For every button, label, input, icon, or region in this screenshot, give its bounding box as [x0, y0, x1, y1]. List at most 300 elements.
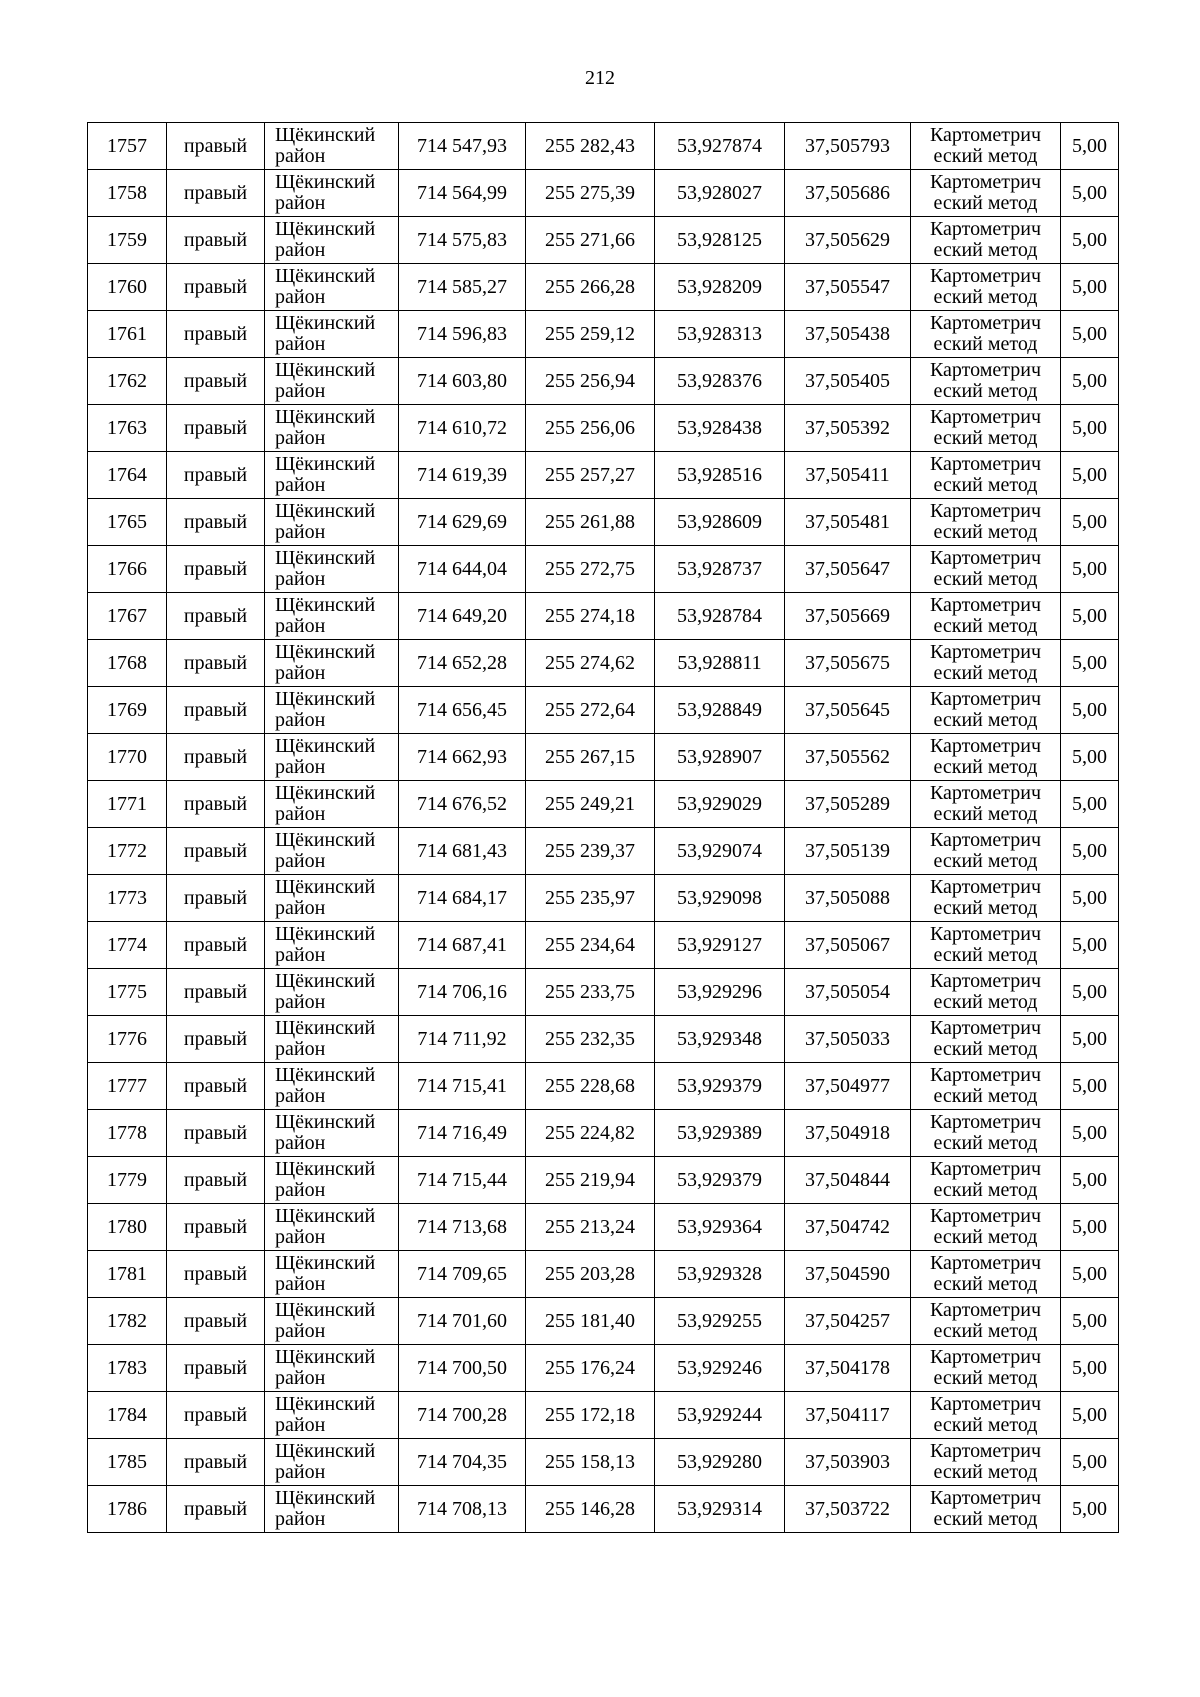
longitude-cell: 37,504742 [785, 1204, 911, 1251]
method-text-line: еский метод [933, 1414, 1038, 1436]
method-text-line: еский метод [933, 944, 1038, 966]
y-coordinate-cell: 255 181,40 [526, 1298, 655, 1345]
point-number-cell: 1764 [88, 452, 167, 499]
district-text-line: район [275, 380, 326, 402]
bank-side-cell: правый [167, 1016, 265, 1063]
method-text-line: еский метод [933, 474, 1038, 496]
x-coordinate-cell: 714 652,28 [399, 640, 526, 687]
method-text-line: Картометрич [929, 688, 1042, 710]
longitude-cell: 37,505139 [785, 828, 911, 875]
point-number-cell: 1771 [88, 781, 167, 828]
district-text-line: Щёкинский [275, 1487, 376, 1509]
page-number: 212 [585, 67, 615, 89]
longitude-cell: 37,505481 [785, 499, 911, 546]
district-text-line: район [275, 1320, 326, 1342]
x-coordinate-cell: 714 715,41 [399, 1063, 526, 1110]
accuracy-cell: 5,00 [1061, 1392, 1119, 1439]
method-cell [911, 640, 1061, 687]
district-text-line: район [275, 474, 326, 496]
table-row [88, 1063, 1119, 1110]
accuracy-cell: 5,00 [1061, 734, 1119, 781]
method-text-line: еский метод [933, 1132, 1038, 1154]
method-text-line: еский метод [933, 333, 1038, 355]
method-cell [911, 781, 1061, 828]
accuracy-cell: 5,00 [1061, 875, 1119, 922]
bank-side-cell: правый [167, 1204, 265, 1251]
method-cell [911, 1298, 1061, 1345]
y-coordinate-cell: 255 146,28 [526, 1486, 655, 1533]
latitude-cell: 53,929364 [655, 1204, 785, 1251]
accuracy-cell: 5,00 [1061, 264, 1119, 311]
point-number-cell: 1776 [88, 1016, 167, 1063]
method-text-line: еский метод [933, 662, 1038, 684]
table-row [88, 593, 1119, 640]
bank-side-cell: правый [167, 1486, 265, 1533]
bank-side-cell: правый [167, 311, 265, 358]
district-text-line: Щёкинский [275, 1111, 376, 1133]
x-coordinate-cell: 714 704,35 [399, 1439, 526, 1486]
table-row [88, 1157, 1119, 1204]
point-number-cell: 1759 [88, 217, 167, 264]
longitude-cell: 37,505033 [785, 1016, 911, 1063]
district-text-line: Щёкинский [275, 1158, 376, 1180]
method-cell [911, 1063, 1061, 1110]
district-text-line: Щёкинский [275, 547, 376, 569]
district-text-line: район [275, 709, 326, 731]
method-cell [911, 358, 1061, 405]
longitude-cell: 37,504844 [785, 1157, 911, 1204]
method-text-line: еский метод [933, 568, 1038, 590]
bank-side-cell: правый [167, 1063, 265, 1110]
district-text-line: Щёкинский [275, 1064, 376, 1086]
longitude-cell: 37,504918 [785, 1110, 911, 1157]
y-coordinate-cell: 255 249,21 [526, 781, 655, 828]
x-coordinate-cell: 714 676,52 [399, 781, 526, 828]
method-text-line: еский метод [933, 615, 1038, 637]
y-coordinate-cell: 255 224,82 [526, 1110, 655, 1157]
x-coordinate-cell: 714 708,13 [399, 1486, 526, 1533]
y-coordinate-cell: 255 257,27 [526, 452, 655, 499]
y-coordinate-cell: 255 176,24 [526, 1345, 655, 1392]
y-coordinate-cell: 255 282,43 [526, 123, 655, 170]
x-coordinate-cell: 714 649,20 [399, 593, 526, 640]
longitude-cell: 37,504977 [785, 1063, 911, 1110]
point-number-cell: 1763 [88, 405, 167, 452]
district-cell [265, 828, 399, 875]
accuracy-cell: 5,00 [1061, 123, 1119, 170]
district-cell [265, 1486, 399, 1533]
x-coordinate-cell: 714 713,68 [399, 1204, 526, 1251]
table-row [88, 1486, 1119, 1533]
district-text-line: район [275, 521, 326, 543]
method-text-line: еский метод [933, 1226, 1038, 1248]
method-text-line: Картометрич [929, 406, 1042, 428]
point-number-cell: 1757 [88, 123, 167, 170]
district-text-line: район [275, 427, 326, 449]
y-coordinate-cell: 255 274,62 [526, 640, 655, 687]
district-cell [265, 1392, 399, 1439]
district-text-line: Щёкинский [275, 641, 376, 663]
point-number-cell: 1766 [88, 546, 167, 593]
method-text-line: Картометрич [929, 500, 1042, 522]
longitude-cell: 37,505438 [785, 311, 911, 358]
method-text-line: еский метод [933, 756, 1038, 778]
method-text-line: Картометрич [929, 735, 1042, 757]
x-coordinate-cell: 714 681,43 [399, 828, 526, 875]
y-coordinate-cell: 255 213,24 [526, 1204, 655, 1251]
district-text-line: район [275, 1367, 326, 1389]
district-text-line: Щёкинский [275, 876, 376, 898]
y-coordinate-cell: 255 233,75 [526, 969, 655, 1016]
table-row [88, 1345, 1119, 1392]
accuracy-cell: 5,00 [1061, 969, 1119, 1016]
method-text-line: Картометрич [929, 124, 1042, 146]
method-text-line: еский метод [933, 1320, 1038, 1342]
district-cell [265, 593, 399, 640]
method-text-line: Картометрич [929, 1346, 1042, 1368]
x-coordinate-cell: 714 547,93 [399, 123, 526, 170]
y-coordinate-cell: 255 261,88 [526, 499, 655, 546]
method-cell [911, 264, 1061, 311]
district-text-line: Щёкинский [275, 1205, 376, 1227]
latitude-cell: 53,929348 [655, 1016, 785, 1063]
table-row [88, 687, 1119, 734]
district-text-line: район [275, 850, 326, 872]
table-row [88, 1110, 1119, 1157]
method-cell [911, 828, 1061, 875]
district-cell [265, 311, 399, 358]
method-text-line: Картометрич [929, 594, 1042, 616]
latitude-cell: 53,927874 [655, 123, 785, 170]
district-text-line: район [275, 615, 326, 637]
accuracy-cell: 5,00 [1061, 1251, 1119, 1298]
longitude-cell: 37,504257 [785, 1298, 911, 1345]
method-cell [911, 1157, 1061, 1204]
x-coordinate-cell: 714 603,80 [399, 358, 526, 405]
district-cell [265, 452, 399, 499]
district-text-line: Щёкинский [275, 1393, 376, 1415]
district-cell [265, 781, 399, 828]
district-cell [265, 640, 399, 687]
method-cell [911, 1392, 1061, 1439]
y-coordinate-cell: 255 266,28 [526, 264, 655, 311]
district-text-line: Щёкинский [275, 735, 376, 757]
method-text-line: еский метод [933, 850, 1038, 872]
y-coordinate-cell: 255 256,94 [526, 358, 655, 405]
accuracy-cell: 5,00 [1061, 1486, 1119, 1533]
method-cell [911, 593, 1061, 640]
table-row [88, 1251, 1119, 1298]
district-text-line: Щёкинский [275, 312, 376, 334]
latitude-cell: 53,928376 [655, 358, 785, 405]
district-text-line: Щёкинский [275, 829, 376, 851]
y-coordinate-cell: 255 158,13 [526, 1439, 655, 1486]
method-cell [911, 499, 1061, 546]
district-cell [265, 969, 399, 1016]
accuracy-cell: 5,00 [1061, 593, 1119, 640]
table-row [88, 358, 1119, 405]
district-text-line: район [275, 1508, 326, 1530]
bank-side-cell: правый [167, 1110, 265, 1157]
bank-side-cell: правый [167, 1298, 265, 1345]
y-coordinate-cell: 255 274,18 [526, 593, 655, 640]
bank-side-cell: правый [167, 828, 265, 875]
district-text-line: район [275, 568, 326, 590]
district-text-line: район [275, 192, 326, 214]
method-text-line: еский метод [933, 1038, 1038, 1060]
method-text-line: еский метод [933, 991, 1038, 1013]
district-cell [265, 1063, 399, 1110]
table-row [88, 123, 1119, 170]
district-cell [265, 123, 399, 170]
method-cell [911, 734, 1061, 781]
district-text-line: Щёкинский [275, 782, 376, 804]
accuracy-cell: 5,00 [1061, 828, 1119, 875]
method-cell [911, 1345, 1061, 1392]
y-coordinate-cell: 255 272,75 [526, 546, 655, 593]
method-cell [911, 1110, 1061, 1157]
bank-side-cell: правый [167, 1439, 265, 1486]
point-number-cell: 1772 [88, 828, 167, 875]
y-coordinate-cell: 255 232,35 [526, 1016, 655, 1063]
district-text-line: Щёкинский [275, 453, 376, 475]
method-cell [911, 875, 1061, 922]
district-cell [265, 1345, 399, 1392]
district-text-line: район [275, 1132, 326, 1154]
longitude-cell: 37,505405 [785, 358, 911, 405]
x-coordinate-cell: 714 687,41 [399, 922, 526, 969]
method-text-line: Картометрич [929, 1205, 1042, 1227]
latitude-cell: 53,929029 [655, 781, 785, 828]
point-number-cell: 1760 [88, 264, 167, 311]
district-cell [265, 499, 399, 546]
y-coordinate-cell: 255 256,06 [526, 405, 655, 452]
longitude-cell: 37,505054 [785, 969, 911, 1016]
point-number-cell: 1777 [88, 1063, 167, 1110]
x-coordinate-cell: 714 610,72 [399, 405, 526, 452]
district-text-line: Щёкинский [275, 1299, 376, 1321]
district-cell [265, 1110, 399, 1157]
point-number-cell: 1785 [88, 1439, 167, 1486]
x-coordinate-cell: 714 716,49 [399, 1110, 526, 1157]
method-text-line: Картометрич [929, 1158, 1042, 1180]
y-coordinate-cell: 255 271,66 [526, 217, 655, 264]
x-coordinate-cell: 714 700,28 [399, 1392, 526, 1439]
district-text-line: район [275, 897, 326, 919]
longitude-cell: 37,505793 [785, 123, 911, 170]
table-row [88, 922, 1119, 969]
method-text-line: Картометрич [929, 1252, 1042, 1274]
district-text-line: Щёкинский [275, 218, 376, 240]
method-text-line: Картометрич [929, 171, 1042, 193]
x-coordinate-cell: 714 619,39 [399, 452, 526, 499]
longitude-cell: 37,504590 [785, 1251, 911, 1298]
district-cell [265, 734, 399, 781]
method-text-line: Картометрич [929, 1440, 1042, 1462]
longitude-cell: 37,505669 [785, 593, 911, 640]
bank-side-cell: правый [167, 1345, 265, 1392]
longitude-cell: 37,503903 [785, 1439, 911, 1486]
longitude-cell: 37,505289 [785, 781, 911, 828]
bank-side-cell: правый [167, 922, 265, 969]
district-cell [265, 687, 399, 734]
latitude-cell: 53,929098 [655, 875, 785, 922]
district-cell [265, 1157, 399, 1204]
accuracy-cell: 5,00 [1061, 358, 1119, 405]
district-text-line: Щёкинский [275, 923, 376, 945]
latitude-cell: 53,928811 [655, 640, 785, 687]
district-text-line: район [275, 1461, 326, 1483]
longitude-cell: 37,505562 [785, 734, 911, 781]
district-text-line: район [275, 944, 326, 966]
method-text-line: Картометрич [929, 970, 1042, 992]
method-text-line: Картометрич [929, 876, 1042, 898]
longitude-cell: 37,504178 [785, 1345, 911, 1392]
point-number-cell: 1774 [88, 922, 167, 969]
method-cell [911, 1486, 1061, 1533]
bank-side-cell: правый [167, 734, 265, 781]
x-coordinate-cell: 714 575,83 [399, 217, 526, 264]
district-cell [265, 1016, 399, 1063]
district-cell [265, 264, 399, 311]
point-number-cell: 1784 [88, 1392, 167, 1439]
method-cell [911, 311, 1061, 358]
y-coordinate-cell: 255 259,12 [526, 311, 655, 358]
method-text-line: Картометрич [929, 1064, 1042, 1086]
bank-side-cell: правый [167, 1157, 265, 1204]
district-cell [265, 217, 399, 264]
method-text-line: еский метод [933, 286, 1038, 308]
table-row [88, 875, 1119, 922]
latitude-cell: 53,929389 [655, 1110, 785, 1157]
longitude-cell: 37,505645 [785, 687, 911, 734]
latitude-cell: 53,929328 [655, 1251, 785, 1298]
method-text-line: Картометрич [929, 265, 1042, 287]
table-row [88, 405, 1119, 452]
method-text-line: еский метод [933, 1508, 1038, 1530]
district-text-line: Щёкинский [275, 1440, 376, 1462]
district-cell [265, 875, 399, 922]
method-text-line: еский метод [933, 1179, 1038, 1201]
latitude-cell: 53,929074 [655, 828, 785, 875]
district-text-line: район [275, 145, 326, 167]
longitude-cell: 37,504117 [785, 1392, 911, 1439]
y-coordinate-cell: 255 228,68 [526, 1063, 655, 1110]
method-text-line: Картометрич [929, 547, 1042, 569]
method-text-line: Картометрич [929, 782, 1042, 804]
x-coordinate-cell: 714 684,17 [399, 875, 526, 922]
y-coordinate-cell: 255 234,64 [526, 922, 655, 969]
longitude-cell: 37,505647 [785, 546, 911, 593]
x-coordinate-cell: 714 715,44 [399, 1157, 526, 1204]
method-text-line: Картометрич [929, 359, 1042, 381]
x-coordinate-cell: 714 711,92 [399, 1016, 526, 1063]
district-cell [265, 922, 399, 969]
latitude-cell: 53,929314 [655, 1486, 785, 1533]
district-text-line: Щёкинский [275, 1346, 376, 1368]
district-cell [265, 546, 399, 593]
point-number-cell: 1768 [88, 640, 167, 687]
table-row [88, 828, 1119, 875]
bank-side-cell: правый [167, 640, 265, 687]
point-number-cell: 1779 [88, 1157, 167, 1204]
bank-side-cell: правый [167, 969, 265, 1016]
district-text-line: район [275, 239, 326, 261]
district-text-line: район [275, 1085, 326, 1107]
point-number-cell: 1775 [88, 969, 167, 1016]
latitude-cell: 53,928209 [655, 264, 785, 311]
y-coordinate-cell: 255 239,37 [526, 828, 655, 875]
point-number-cell: 1762 [88, 358, 167, 405]
method-text-line: еский метод [933, 803, 1038, 825]
longitude-cell: 37,505675 [785, 640, 911, 687]
district-cell [265, 358, 399, 405]
latitude-cell: 53,929379 [655, 1063, 785, 1110]
accuracy-cell: 5,00 [1061, 499, 1119, 546]
x-coordinate-cell: 714 585,27 [399, 264, 526, 311]
accuracy-cell: 5,00 [1061, 1157, 1119, 1204]
bank-side-cell: правый [167, 781, 265, 828]
method-text-line: Картометрич [929, 218, 1042, 240]
x-coordinate-cell: 714 701,60 [399, 1298, 526, 1345]
bank-side-cell: правый [167, 405, 265, 452]
method-text-line: Картометрич [929, 829, 1042, 851]
method-text-line: Картометрич [929, 1393, 1042, 1415]
longitude-cell: 37,505686 [785, 170, 911, 217]
longitude-cell: 37,505392 [785, 405, 911, 452]
coordinates-table [87, 122, 1119, 1533]
longitude-cell: 37,505067 [785, 922, 911, 969]
method-cell [911, 687, 1061, 734]
accuracy-cell: 5,00 [1061, 1110, 1119, 1157]
accuracy-cell: 5,00 [1061, 1439, 1119, 1486]
method-cell [911, 1439, 1061, 1486]
district-cell [265, 1298, 399, 1345]
method-cell [911, 452, 1061, 499]
x-coordinate-cell: 714 662,93 [399, 734, 526, 781]
latitude-cell: 53,929379 [655, 1157, 785, 1204]
y-coordinate-cell: 255 172,18 [526, 1392, 655, 1439]
district-cell [265, 405, 399, 452]
y-coordinate-cell: 255 267,15 [526, 734, 655, 781]
latitude-cell: 53,928784 [655, 593, 785, 640]
latitude-cell: 53,929246 [655, 1345, 785, 1392]
method-text-line: еский метод [933, 1085, 1038, 1107]
method-text-line: еский метод [933, 192, 1038, 214]
district-cell [265, 170, 399, 217]
district-text-line: район [275, 803, 326, 825]
point-number-cell: 1783 [88, 1345, 167, 1392]
bank-side-cell: правый [167, 1392, 265, 1439]
latitude-cell: 53,928609 [655, 499, 785, 546]
accuracy-cell: 5,00 [1061, 922, 1119, 969]
point-number-cell: 1765 [88, 499, 167, 546]
latitude-cell: 53,928313 [655, 311, 785, 358]
accuracy-cell: 5,00 [1061, 405, 1119, 452]
district-text-line: Щёкинский [275, 1017, 376, 1039]
accuracy-cell: 5,00 [1061, 1063, 1119, 1110]
table-row [88, 1439, 1119, 1486]
district-text-line: район [275, 756, 326, 778]
method-text-line: еский метод [933, 1367, 1038, 1389]
district-text-line: Щёкинский [275, 594, 376, 616]
district-text-line: Щёкинский [275, 500, 376, 522]
latitude-cell: 53,929296 [655, 969, 785, 1016]
table-row [88, 217, 1119, 264]
latitude-cell: 53,929127 [655, 922, 785, 969]
table-row [88, 969, 1119, 1016]
method-text-line: Картометрич [929, 312, 1042, 334]
